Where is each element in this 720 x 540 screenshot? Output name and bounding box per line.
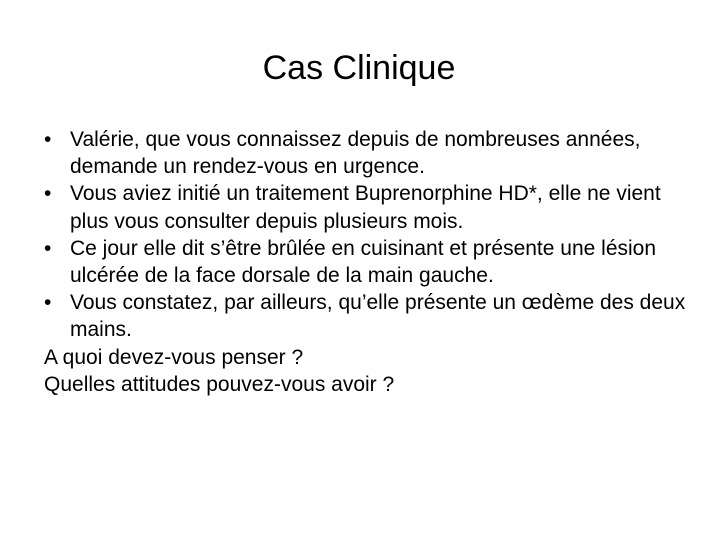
bullet-icon: • [44, 291, 52, 315]
slide-title: Cas Clinique [262, 49, 456, 87]
bullet-list [44, 126, 694, 344]
bullet-icon: • [44, 236, 52, 260]
bullet-text: Vous constatez, par ailleurs, qu’elle présente un œdème des deux mains. [70, 291, 686, 342]
slide-body [44, 126, 694, 398]
bullet-text: Vous aviez initié un traitement Buprenorphine HD*, elle ne vient plus vous consulter depuis plusieurs mois. [70, 182, 661, 233]
bullet-item [44, 126, 694, 180]
bullet-item [44, 180, 694, 234]
bullet-text: Valérie, que vous connaissez depuis de nombreuses années, demande un rendez-vous en urgence. [70, 128, 641, 179]
bullet-item [44, 289, 694, 343]
question-text: A quoi devez-vous penser ? [44, 345, 304, 369]
bullet-icon: • [44, 182, 52, 206]
bullet-item [44, 235, 694, 289]
question-text: Quelles attitudes pouvez-vous avoir ? [44, 372, 395, 396]
bullet-icon: • [44, 128, 52, 151]
bullet-text: Ce jour elle dit s’être brûlée en cuisinant et présente une lésion ulcérée de la face dorsale de la main gauche. [70, 236, 657, 288]
